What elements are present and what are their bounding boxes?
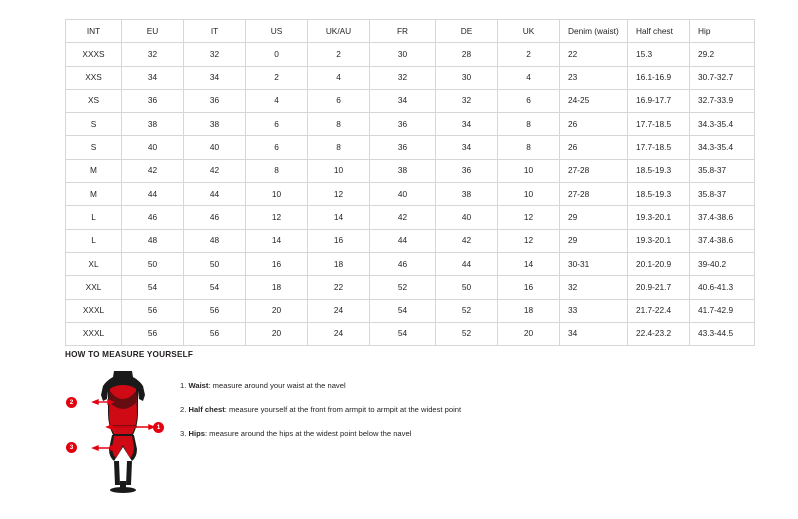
cell-hip: 30.7-32.7 xyxy=(690,66,755,89)
note-half-chest-term: Half chest xyxy=(188,405,225,415)
note-half-chest-index: 2. xyxy=(180,405,187,415)
cell-denim-waist: 24-25 xyxy=(560,89,628,112)
cell-fr: 54 xyxy=(370,322,436,345)
badge-half-chest: 2 xyxy=(66,397,77,408)
cell-uk: 8 xyxy=(498,113,560,136)
cell-us: 8 xyxy=(246,159,308,182)
cell-denim-waist: 27-28 xyxy=(560,159,628,182)
measurement-notes xyxy=(180,369,745,453)
note-waist-text: : measure around your waist at the navel xyxy=(208,381,346,390)
table-row xyxy=(66,229,755,252)
cell-uk-au: 4 xyxy=(308,66,370,89)
cell-fr: 46 xyxy=(370,252,436,275)
cell-de: 52 xyxy=(436,299,498,322)
cell-de: 32 xyxy=(436,89,498,112)
cell-us: 16 xyxy=(246,252,308,275)
table-row xyxy=(66,113,755,136)
cell-eu: 50 xyxy=(122,252,184,275)
table-row xyxy=(66,136,755,159)
cell-hip: 39-40.2 xyxy=(690,252,755,275)
cell-fr: 34 xyxy=(370,89,436,112)
cell-eu: 36 xyxy=(122,89,184,112)
cell-de: 44 xyxy=(436,252,498,275)
cell-half-chest: 15.3 xyxy=(628,43,690,66)
cell-uk-au: 10 xyxy=(308,159,370,182)
cell-fr: 52 xyxy=(370,276,436,299)
table-row xyxy=(66,276,755,299)
cell-it: 56 xyxy=(184,322,246,345)
cell-denim-waist: 34 xyxy=(560,322,628,345)
cell-int: L xyxy=(66,229,122,252)
cell-denim-waist: 30-31 xyxy=(560,252,628,275)
cell-uk: 16 xyxy=(498,276,560,299)
column-header-hip: Hip xyxy=(690,20,755,43)
how-to-measure-body xyxy=(65,369,745,494)
cell-uk-au: 24 xyxy=(308,322,370,345)
size-conversion-table xyxy=(65,19,755,346)
cell-eu: 40 xyxy=(122,136,184,159)
cell-uk: 6 xyxy=(498,89,560,112)
cell-uk: 10 xyxy=(498,159,560,182)
cell-half-chest: 20.1-20.9 xyxy=(628,252,690,275)
cell-int: XXXL xyxy=(66,299,122,322)
cell-uk-au: 24 xyxy=(308,299,370,322)
cell-eu: 44 xyxy=(122,183,184,206)
cell-half-chest: 19.3-20.1 xyxy=(628,206,690,229)
cell-de: 52 xyxy=(436,322,498,345)
table-header-row xyxy=(66,20,755,43)
cell-half-chest: 16.1-16.9 xyxy=(628,66,690,89)
cell-fr: 36 xyxy=(370,136,436,159)
cell-uk: 14 xyxy=(498,252,560,275)
note-half-chest-text: : measure yourself at the front from armpit to armpit at the widest point xyxy=(224,405,462,415)
size-table-container xyxy=(65,19,734,346)
cell-eu: 32 xyxy=(122,43,184,66)
cell-uk: 18 xyxy=(498,299,560,322)
table-row xyxy=(66,43,755,66)
cell-us: 20 xyxy=(246,322,308,345)
cell-fr: 44 xyxy=(370,229,436,252)
cell-int: XS xyxy=(66,89,122,112)
cell-uk: 10 xyxy=(498,183,560,206)
cell-eu: 46 xyxy=(122,206,184,229)
cell-half-chest: 19.3-20.1 xyxy=(628,229,690,252)
cell-hip: 35.8-37 xyxy=(690,159,755,182)
cell-de: 38 xyxy=(436,183,498,206)
column-header-uk-au: UK/AU xyxy=(308,20,370,43)
cell-half-chest: 20.9-21.7 xyxy=(628,276,690,299)
cell-denim-waist: 26 xyxy=(560,136,628,159)
cell-eu: 34 xyxy=(122,66,184,89)
table-row xyxy=(66,183,755,206)
cell-half-chest: 18.5-19.3 xyxy=(628,183,690,206)
cell-it: 36 xyxy=(184,89,246,112)
cell-hip: 34.3-35.4 xyxy=(690,136,755,159)
cell-denim-waist: 29 xyxy=(560,229,628,252)
cell-half-chest: 16.9-17.7 xyxy=(628,89,690,112)
cell-us: 6 xyxy=(246,136,308,159)
cell-de: 40 xyxy=(436,206,498,229)
cell-fr: 42 xyxy=(370,206,436,229)
cell-it: 46 xyxy=(184,206,246,229)
cell-uk: 12 xyxy=(498,229,560,252)
cell-uk-au: 12 xyxy=(308,183,370,206)
cell-int: XL xyxy=(66,252,122,275)
column-header-int: INT xyxy=(66,20,122,43)
cell-denim-waist: 26 xyxy=(560,113,628,136)
cell-int: XXXL xyxy=(66,322,122,345)
cell-de: 42 xyxy=(436,229,498,252)
cell-eu: 42 xyxy=(122,159,184,182)
cell-uk: 4 xyxy=(498,66,560,89)
cell-de: 28 xyxy=(436,43,498,66)
cell-it: 40 xyxy=(184,136,246,159)
cell-eu: 54 xyxy=(122,276,184,299)
cell-denim-waist: 22 xyxy=(560,43,628,66)
cell-hip: 41.7-42.9 xyxy=(690,299,755,322)
column-header-de: DE xyxy=(436,20,498,43)
cell-int: M xyxy=(66,183,122,206)
measurement-figure xyxy=(65,369,180,494)
column-header-it: IT xyxy=(184,20,246,43)
cell-uk: 8 xyxy=(498,136,560,159)
column-header-uk: UK xyxy=(498,20,560,43)
table-row xyxy=(66,89,755,112)
cell-de: 50 xyxy=(436,276,498,299)
cell-uk-au: 14 xyxy=(308,206,370,229)
how-to-measure-section xyxy=(65,350,745,494)
cell-de: 30 xyxy=(436,66,498,89)
cell-hip: 40.6-41.3 xyxy=(690,276,755,299)
column-header-eu: EU xyxy=(122,20,184,43)
cell-fr: 32 xyxy=(370,66,436,89)
cell-uk-au: 2 xyxy=(308,43,370,66)
cell-eu: 38 xyxy=(122,113,184,136)
cell-uk-au: 6 xyxy=(308,89,370,112)
note-half-chest xyxy=(180,405,745,414)
cell-us: 12 xyxy=(246,206,308,229)
cell-fr: 36 xyxy=(370,113,436,136)
note-hips xyxy=(180,429,745,438)
cell-fr: 40 xyxy=(370,183,436,206)
cell-int: S xyxy=(66,113,122,136)
cell-fr: 38 xyxy=(370,159,436,182)
column-header-us: US xyxy=(246,20,308,43)
cell-us: 10 xyxy=(246,183,308,206)
cell-int: XXS xyxy=(66,66,122,89)
cell-it: 56 xyxy=(184,299,246,322)
cell-uk-au: 18 xyxy=(308,252,370,275)
mannequin-icon xyxy=(83,369,163,494)
cell-hip: 32.7-33.9 xyxy=(690,89,755,112)
cell-half-chest: 17.7-18.5 xyxy=(628,136,690,159)
cell-half-chest: 21.7-22.4 xyxy=(628,299,690,322)
table-row xyxy=(66,322,755,345)
cell-de: 36 xyxy=(436,159,498,182)
table-row xyxy=(66,299,755,322)
cell-denim-waist: 32 xyxy=(560,276,628,299)
cell-uk-au: 8 xyxy=(308,113,370,136)
cell-it: 34 xyxy=(184,66,246,89)
cell-it: 50 xyxy=(184,252,246,275)
cell-uk-au: 16 xyxy=(308,229,370,252)
cell-int: S xyxy=(66,136,122,159)
cell-hip: 37.4-38.6 xyxy=(690,229,755,252)
cell-fr: 30 xyxy=(370,43,436,66)
table-row xyxy=(66,252,755,275)
cell-hip: 35.8-37 xyxy=(690,183,755,206)
cell-half-chest: 17.7-18.5 xyxy=(628,113,690,136)
cell-uk: 12 xyxy=(498,206,560,229)
badge-hips: 3 xyxy=(66,442,77,453)
cell-denim-waist: 27-28 xyxy=(560,183,628,206)
cell-it: 42 xyxy=(184,159,246,182)
cell-eu: 56 xyxy=(122,322,184,345)
table-header xyxy=(66,20,755,43)
cell-int: XXL xyxy=(66,276,122,299)
table-row xyxy=(66,66,755,89)
cell-eu: 56 xyxy=(122,299,184,322)
cell-us: 0 xyxy=(246,43,308,66)
how-to-measure-title: HOW TO MEASURE YOURSELF xyxy=(65,350,194,359)
cell-denim-waist: 33 xyxy=(560,299,628,322)
cell-de: 34 xyxy=(436,136,498,159)
cell-int: M xyxy=(66,159,122,182)
table-row xyxy=(66,159,755,182)
table-body xyxy=(66,43,755,346)
cell-us: 2 xyxy=(246,66,308,89)
cell-it: 32 xyxy=(184,43,246,66)
badge-waist: 1 xyxy=(153,422,164,433)
cell-hip: 34.3-35.4 xyxy=(690,113,755,136)
note-hips-term: Hips xyxy=(188,429,205,439)
column-header-denim-waist: Denim (waist) xyxy=(560,20,628,43)
column-header-fr: FR xyxy=(370,20,436,43)
note-waist-index: 1. xyxy=(180,381,187,390)
cell-half-chest: 18.5-19.3 xyxy=(628,159,690,182)
cell-it: 54 xyxy=(184,276,246,299)
cell-it: 44 xyxy=(184,183,246,206)
cell-uk-au: 8 xyxy=(308,136,370,159)
cell-eu: 48 xyxy=(122,229,184,252)
table-row xyxy=(66,206,755,229)
cell-us: 6 xyxy=(246,113,308,136)
cell-int: L xyxy=(66,206,122,229)
cell-us: 20 xyxy=(246,299,308,322)
cell-it: 38 xyxy=(184,113,246,136)
note-hips-index: 3. xyxy=(180,429,187,439)
cell-hip: 29.2 xyxy=(690,43,755,66)
note-waist-term: Waist xyxy=(188,381,209,390)
cell-us: 4 xyxy=(246,89,308,112)
cell-fr: 54 xyxy=(370,299,436,322)
cell-hip: 43.3-44.5 xyxy=(690,322,755,345)
column-header-half-chest: Half chest xyxy=(628,20,690,43)
note-waist xyxy=(180,381,745,390)
cell-de: 34 xyxy=(436,113,498,136)
cell-denim-waist: 29 xyxy=(560,206,628,229)
cell-hip: 37.4-38.6 xyxy=(690,206,755,229)
note-hips-text: : measure around the hips at the widest point below the navel xyxy=(204,429,412,439)
cell-half-chest: 22.4-23.2 xyxy=(628,322,690,345)
cell-uk: 20 xyxy=(498,322,560,345)
cell-it: 48 xyxy=(184,229,246,252)
cell-denim-waist: 23 xyxy=(560,66,628,89)
cell-uk: 2 xyxy=(498,43,560,66)
cell-int: XXXS xyxy=(66,43,122,66)
cell-us: 18 xyxy=(246,276,308,299)
cell-us: 14 xyxy=(246,229,308,252)
cell-uk-au: 22 xyxy=(308,276,370,299)
